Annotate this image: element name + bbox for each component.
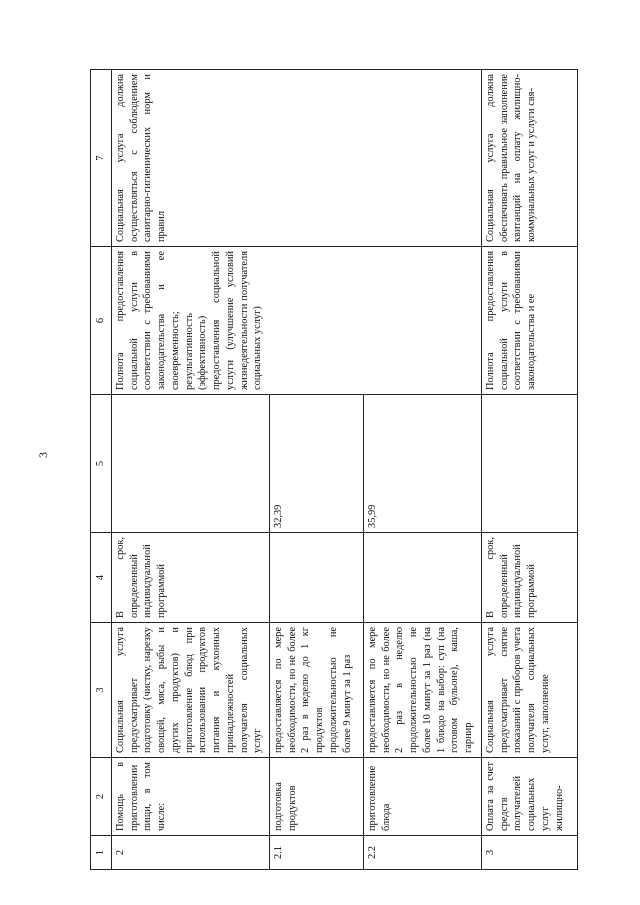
quality-indicators-continued <box>364 247 482 395</box>
table-row <box>482 70 578 870</box>
table-row <box>364 70 482 870</box>
row-number: 3 <box>482 836 578 870</box>
service-term: В срок, определенный индивидуальной программой <box>482 533 578 623</box>
row-number: 2.1 <box>270 836 364 870</box>
col-header-4: 4 <box>91 533 112 623</box>
table-row <box>112 70 270 870</box>
col-header-1: 1 <box>91 836 112 870</box>
quality-indicators: Полнота предоставления социальной услуги в соответствии с требованиями законодательства и ее <box>482 247 578 395</box>
quality-indicators-continued <box>270 247 364 395</box>
table-row <box>270 70 364 870</box>
col-header-7: 7 <box>91 70 112 247</box>
service-name: Помощь в приготовлении пищи, в том числе: <box>112 758 270 836</box>
service-price <box>112 395 270 533</box>
service-term <box>270 533 364 623</box>
service-name: Оплата за счет средств получателей социальных услуг жилищно- <box>482 758 578 836</box>
row-number: 2 <box>112 836 270 870</box>
service-name: подготовка продуктов <box>270 758 364 836</box>
service-description: Социальная услуга предусматривает снятие показаний с приборов учета получателя социальных услуг, заполнение <box>482 623 578 758</box>
service-term: В срок, определенный индивидуальной программой <box>112 533 270 623</box>
rotated-table-container <box>90 70 575 870</box>
service-term <box>364 533 482 623</box>
services-table <box>90 69 578 870</box>
service-conditions: Социальная услуга должна обеспечивать правильное заполнение квитанций на оплату жилищно-коммунальных услуг и услуги свя- <box>482 70 578 247</box>
service-description: Социальная услуга предусматривает подготовку (чистку, нарезку овощей, мяса, рыбы и других продуктов) и приготовление блюд при использовании продуктов питания и кухонных принадлежностей получателя социальных услуг <box>112 623 270 758</box>
row-number: 2.2 <box>364 836 482 870</box>
service-price: 32,39 <box>270 395 364 533</box>
service-conditions-continued <box>270 70 364 247</box>
quality-indicators: Полнота предоставления социальной услуги в соответствии с требованиями законодательства и ее своевременность; результативность (эффективность) предоставления социальной услуги (улучшение условий жизнедеятельности получателя социальных услуг) <box>112 247 270 395</box>
service-description: предоставляется по мере необходимости, но не более 2 раз в неделю продолжительностью не более 10 минут за 1 раз (на 1 блюдо на выбор: суп (на готовом бульоне), каша, гарнир <box>364 623 482 758</box>
service-description: предоставляется по мере необходимости, но не более 2 раз в неделю до 1 кг продуктов продолжительностью не более 9 минут за 1 раз <box>270 623 364 758</box>
col-header-3: 3 <box>91 623 112 758</box>
service-conditions: Социальная услуга должна осуществляться с соблюдением санитарно-гигиенических норм и правил <box>112 70 270 247</box>
col-header-5: 5 <box>91 395 112 533</box>
page-number: 3 <box>36 452 50 458</box>
header-row <box>91 70 112 870</box>
service-price <box>482 395 578 533</box>
service-conditions-continued <box>364 70 482 247</box>
col-header-2: 2 <box>91 758 112 836</box>
service-price: 35,99 <box>364 395 482 533</box>
col-header-6: 6 <box>91 247 112 395</box>
service-name: приготовление блюда <box>364 758 482 836</box>
